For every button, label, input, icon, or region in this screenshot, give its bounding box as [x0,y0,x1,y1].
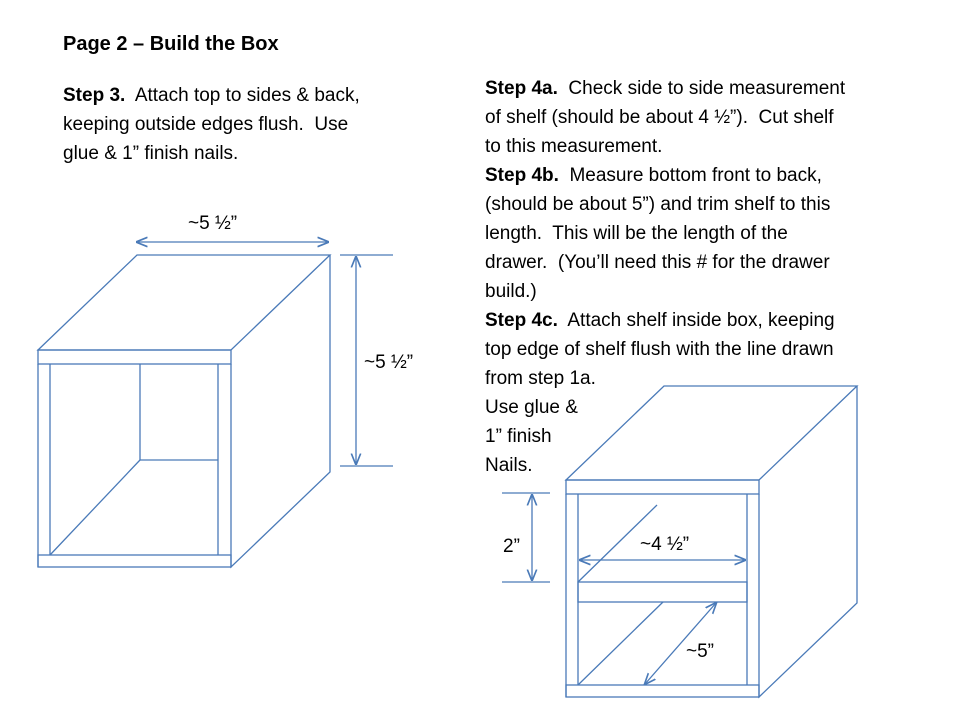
step4a-line3: to this measurement. [485,136,663,157]
step4c-line4: Use glue & [485,397,578,418]
step4c-label: Step 4c. [485,310,558,331]
right-box-top-edge [566,480,759,494]
left-box-bottom-edge [38,555,231,567]
page-title: Page 2 – Build the Box [63,33,279,55]
step4a-line2: of shelf (should be about 4 ½”). Cut shelf [485,107,834,128]
step4c-text: Attach shelf inside box, keeping [557,310,835,331]
step4b-line5: build.) [485,281,537,302]
step4a-text: Check side to side measurement [557,78,846,99]
right-box-top-panel [566,386,857,480]
step4a-label: Step 4a. [485,78,558,99]
shelf-width-label: ~4 ½” [640,534,690,555]
left-box-right-side [231,269,330,567]
shelf-front-edge [578,582,747,602]
step3-label: Step 3. [63,85,126,106]
step4c-line2: top edge of shelf flush with the line drawn [485,339,834,360]
left-box-top-panel [38,255,330,350]
step4c-line6: Nails. [485,455,533,476]
step4b-text: Measure bottom front to back, [558,165,822,186]
shelf-height-label: 2” [503,536,520,557]
step4b-line2: (should be about 5”) and trim shelf to this [485,194,831,215]
step4c-line3: from step 1a. [485,368,596,389]
step3-text: Attach top to sides & back, [125,85,360,106]
left-box-drawing [38,255,330,567]
right-box-bottom-edge [566,685,759,697]
step4b-line4: drawer. (You’ll need this # for the drawer [485,252,830,273]
left-box-top-edge [38,350,231,364]
right-box-right-side [759,400,857,697]
step4c-line5: 1” finish [485,426,552,447]
step3-line3: glue & 1” finish nails. [63,143,239,164]
step3-line2: keeping outside edges flush. Use [63,114,349,135]
box-height-label: ~5 ½” [364,352,414,373]
box-width-label: ~5 ½” [188,213,238,234]
step4b-label: Step 4b. [485,165,559,186]
bottom-diagonal [578,602,663,685]
shelf-depth-label: ~5” [686,641,714,662]
step4b-line3: length. This will be the length of the [485,223,788,244]
